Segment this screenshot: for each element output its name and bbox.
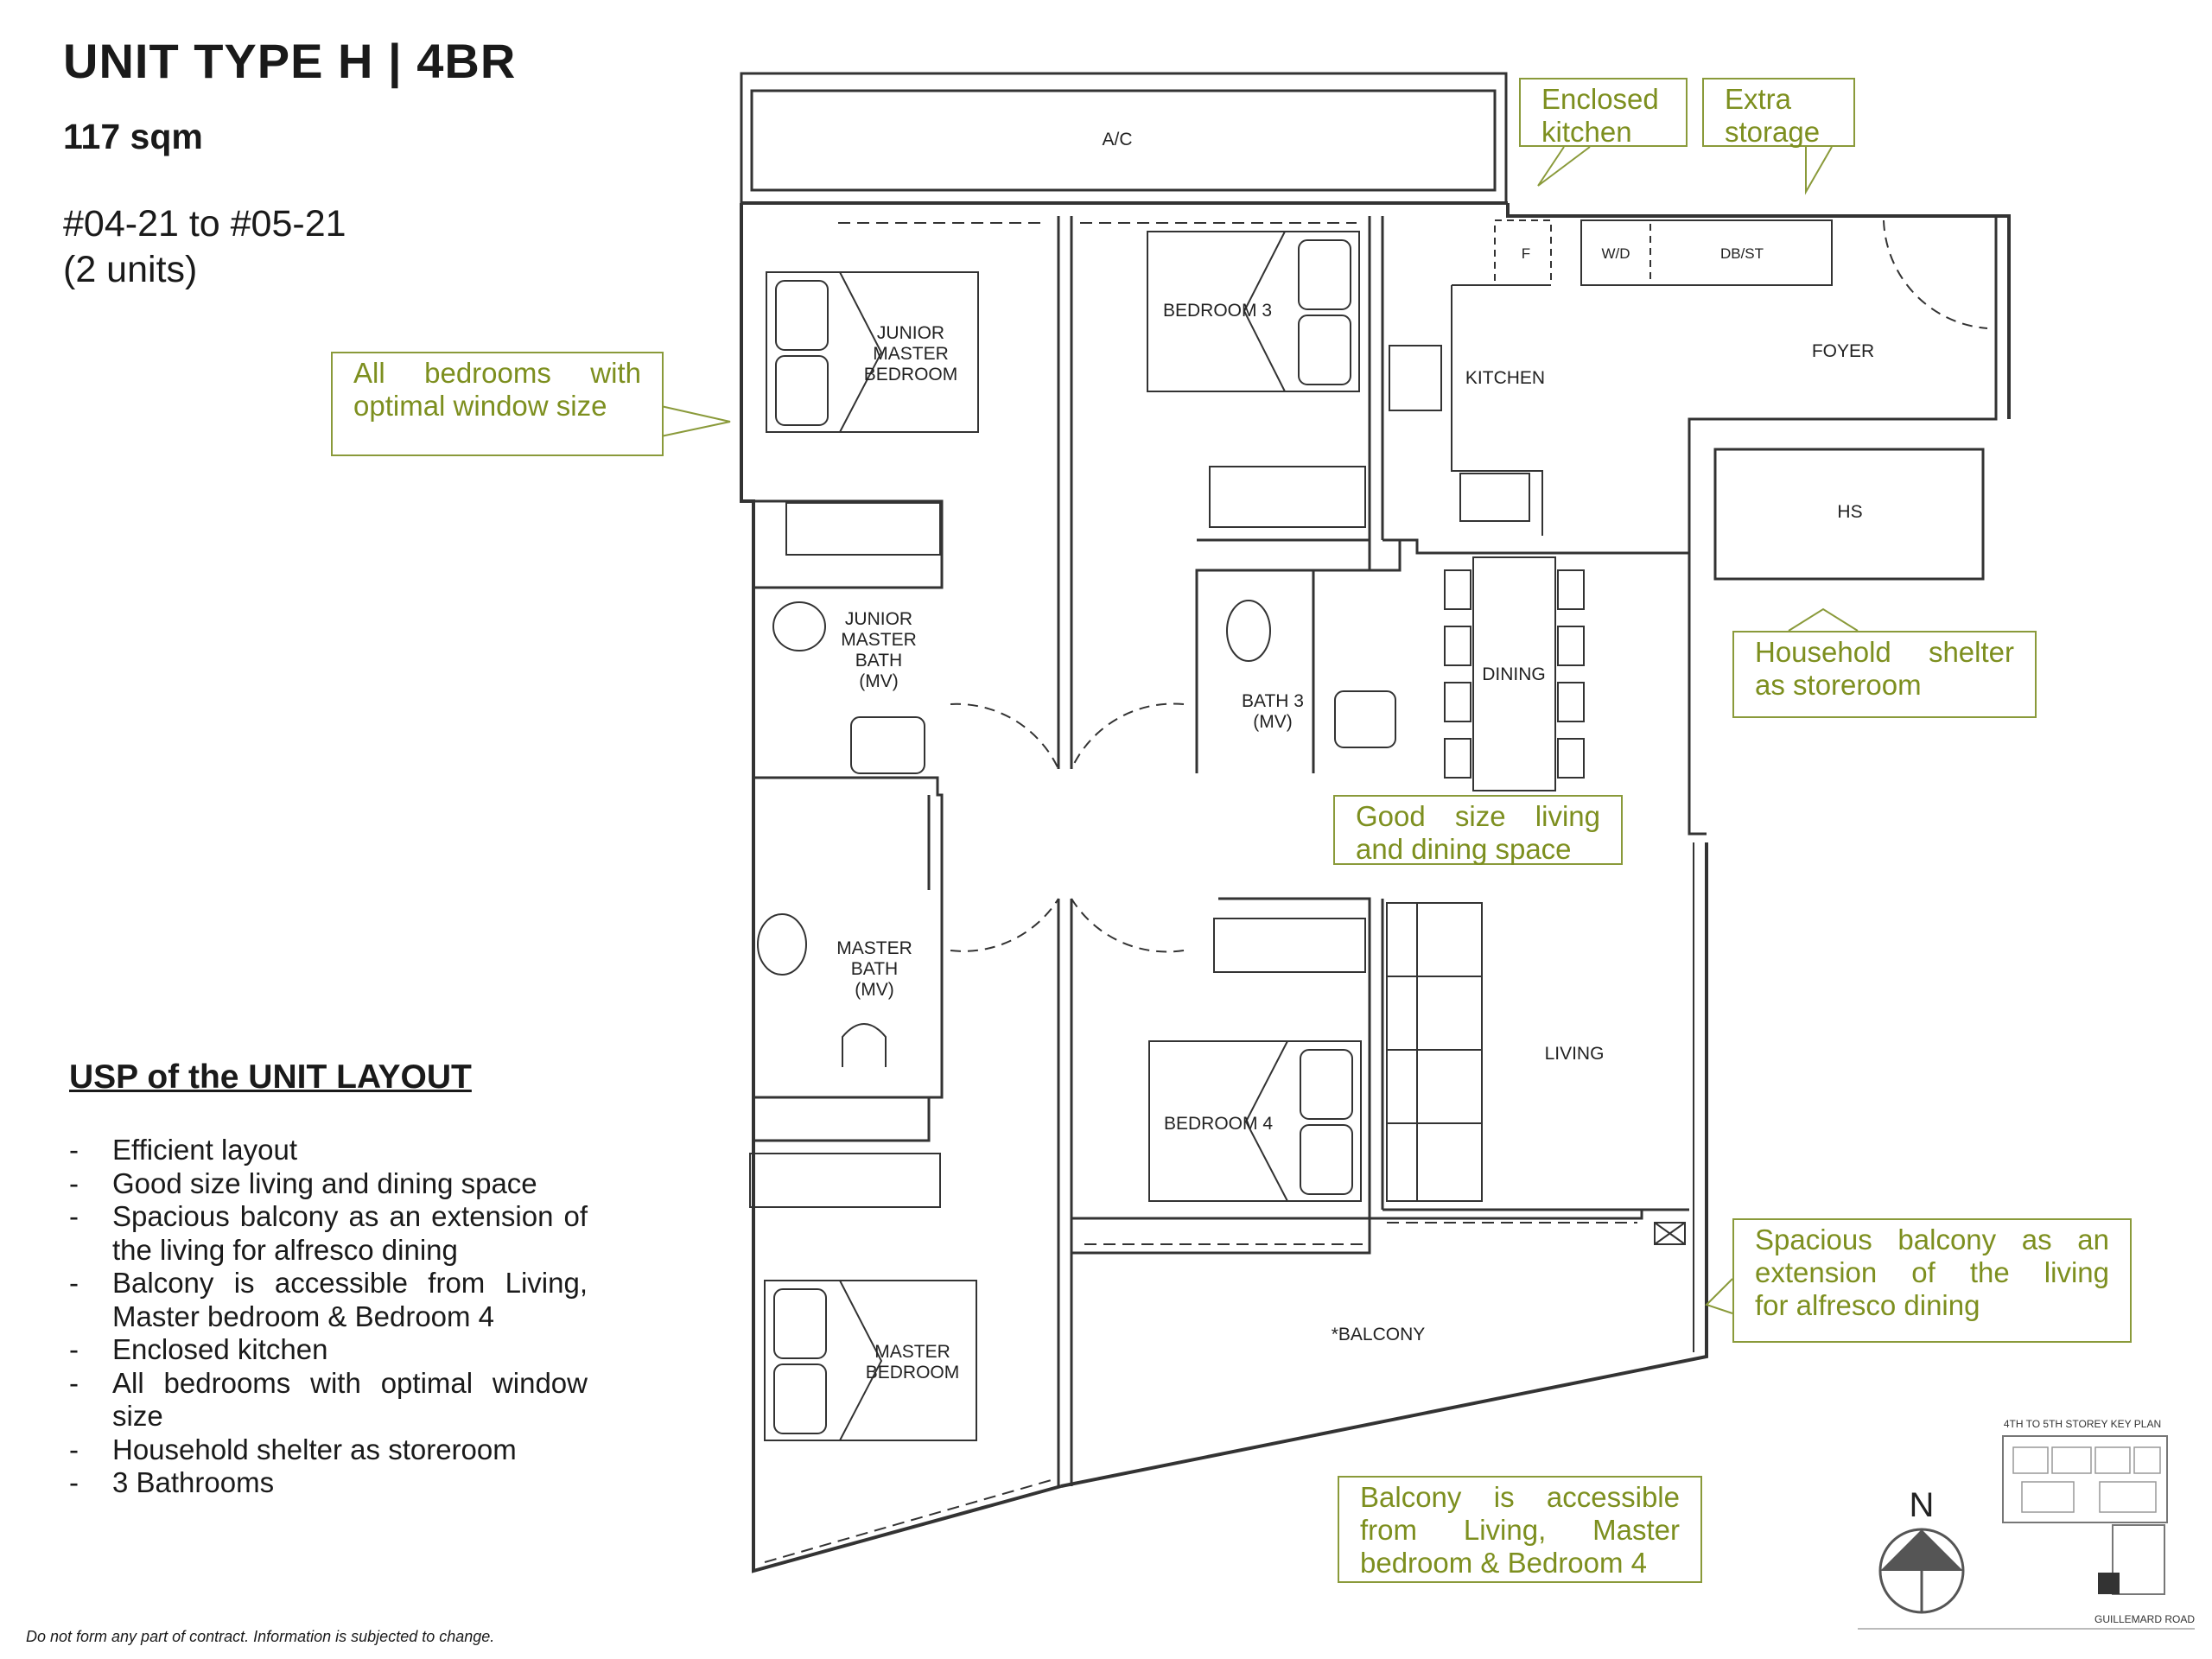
jm-bath-label-1: JUNIOR bbox=[844, 609, 913, 629]
bath3-label-1: BATH 3 bbox=[1242, 691, 1304, 711]
bath3-label-2: (MV) bbox=[1253, 712, 1293, 732]
north-label: N bbox=[1909, 1486, 1935, 1524]
callout-kitchen: Enclosed kitchen bbox=[1519, 78, 1688, 147]
unit-area: 117 sqm bbox=[63, 117, 203, 156]
hs-label: HS bbox=[1837, 502, 1863, 522]
usp-list bbox=[69, 1134, 588, 1500]
usp-item: - Good size living and dining space bbox=[69, 1167, 588, 1201]
junior-master-bedroom-label-1: JUNIOR bbox=[876, 323, 945, 343]
road-label: GUILLEMARD ROAD bbox=[2094, 1613, 2196, 1625]
disclaimer: Do not form any part of contract. Information is subjected to change. bbox=[26, 1628, 495, 1645]
master-bedroom-label-2: BEDROOM bbox=[865, 1363, 960, 1382]
unit-title: UNIT TYPE H | 4BR bbox=[63, 34, 517, 88]
kitchen-label: KITCHEN bbox=[1465, 368, 1546, 388]
key-plan bbox=[1858, 1418, 2195, 1629]
dining-label: DINING bbox=[1482, 664, 1546, 684]
callout-storage: Extra storage bbox=[1702, 78, 1855, 147]
unit-count: (2 units) bbox=[63, 249, 198, 290]
unit-range: #04-21 to #05-21 bbox=[63, 203, 346, 245]
junior-master-bedroom-label-3: BEDROOM bbox=[863, 365, 958, 385]
north-arrow bbox=[1880, 1486, 1963, 1612]
junior-master-bedroom-label-2: MASTER bbox=[873, 344, 949, 364]
usp-item: - Household shelter as storeroom bbox=[69, 1433, 588, 1467]
jm-bath-label-2: MASTER bbox=[841, 630, 917, 650]
master-bath-label-2: BATH bbox=[850, 959, 899, 979]
usp-item: - Balcony is accessible from Living, Master bedroom & Bedroom 4 bbox=[69, 1267, 588, 1333]
callout-bedrooms: All bedrooms with optimal window size bbox=[331, 352, 664, 456]
key-plan-title: 4TH TO 5TH STOREY KEY PLAN bbox=[2003, 1418, 2162, 1430]
living-label: LIVING bbox=[1544, 1044, 1605, 1064]
callout-living-dining: Good size living and dining space bbox=[1333, 795, 1623, 865]
usp-item: - Spacious balcony as an extension of the living for alfresco dining bbox=[69, 1200, 588, 1267]
usp-item: - 3 Bathrooms bbox=[69, 1466, 588, 1500]
callout-balcony-extension: Spacious balcony as an extension of the living for alfresco dining bbox=[1732, 1218, 2132, 1343]
bedroom4-label: BEDROOM 4 bbox=[1163, 1114, 1274, 1134]
master-bath-label-3: (MV) bbox=[855, 980, 894, 1000]
usp-item: - Enclosed kitchen bbox=[69, 1333, 588, 1367]
washer-label: W/D bbox=[1601, 245, 1630, 262]
usp-item: - Efficient layout bbox=[69, 1134, 588, 1167]
balcony-label: *BALCONY bbox=[1331, 1325, 1426, 1344]
dbst-label: DB/ST bbox=[1719, 245, 1764, 262]
master-bedroom-label-1: MASTER bbox=[874, 1342, 950, 1362]
usp-heading: USP of the UNIT LAYOUT bbox=[69, 1058, 472, 1096]
jm-bath-label-4: (MV) bbox=[859, 671, 899, 691]
callout-shelter: Household shelter as storeroom bbox=[1732, 631, 2037, 718]
master-bath-label-1: MASTER bbox=[836, 938, 912, 958]
callout-balcony-access: Balcony is accessible from Living, Master bedroom & Bedroom 4 bbox=[1338, 1476, 1702, 1583]
foyer-label: FOYER bbox=[1811, 341, 1875, 361]
ac-label: A/C bbox=[1102, 130, 1133, 149]
jm-bath-label-3: BATH bbox=[855, 651, 903, 671]
usp-item: - All bedrooms with optimal window size bbox=[69, 1367, 588, 1433]
fridge-label: F bbox=[1521, 245, 1531, 262]
bedroom3-label: BEDROOM 3 bbox=[1162, 301, 1273, 321]
